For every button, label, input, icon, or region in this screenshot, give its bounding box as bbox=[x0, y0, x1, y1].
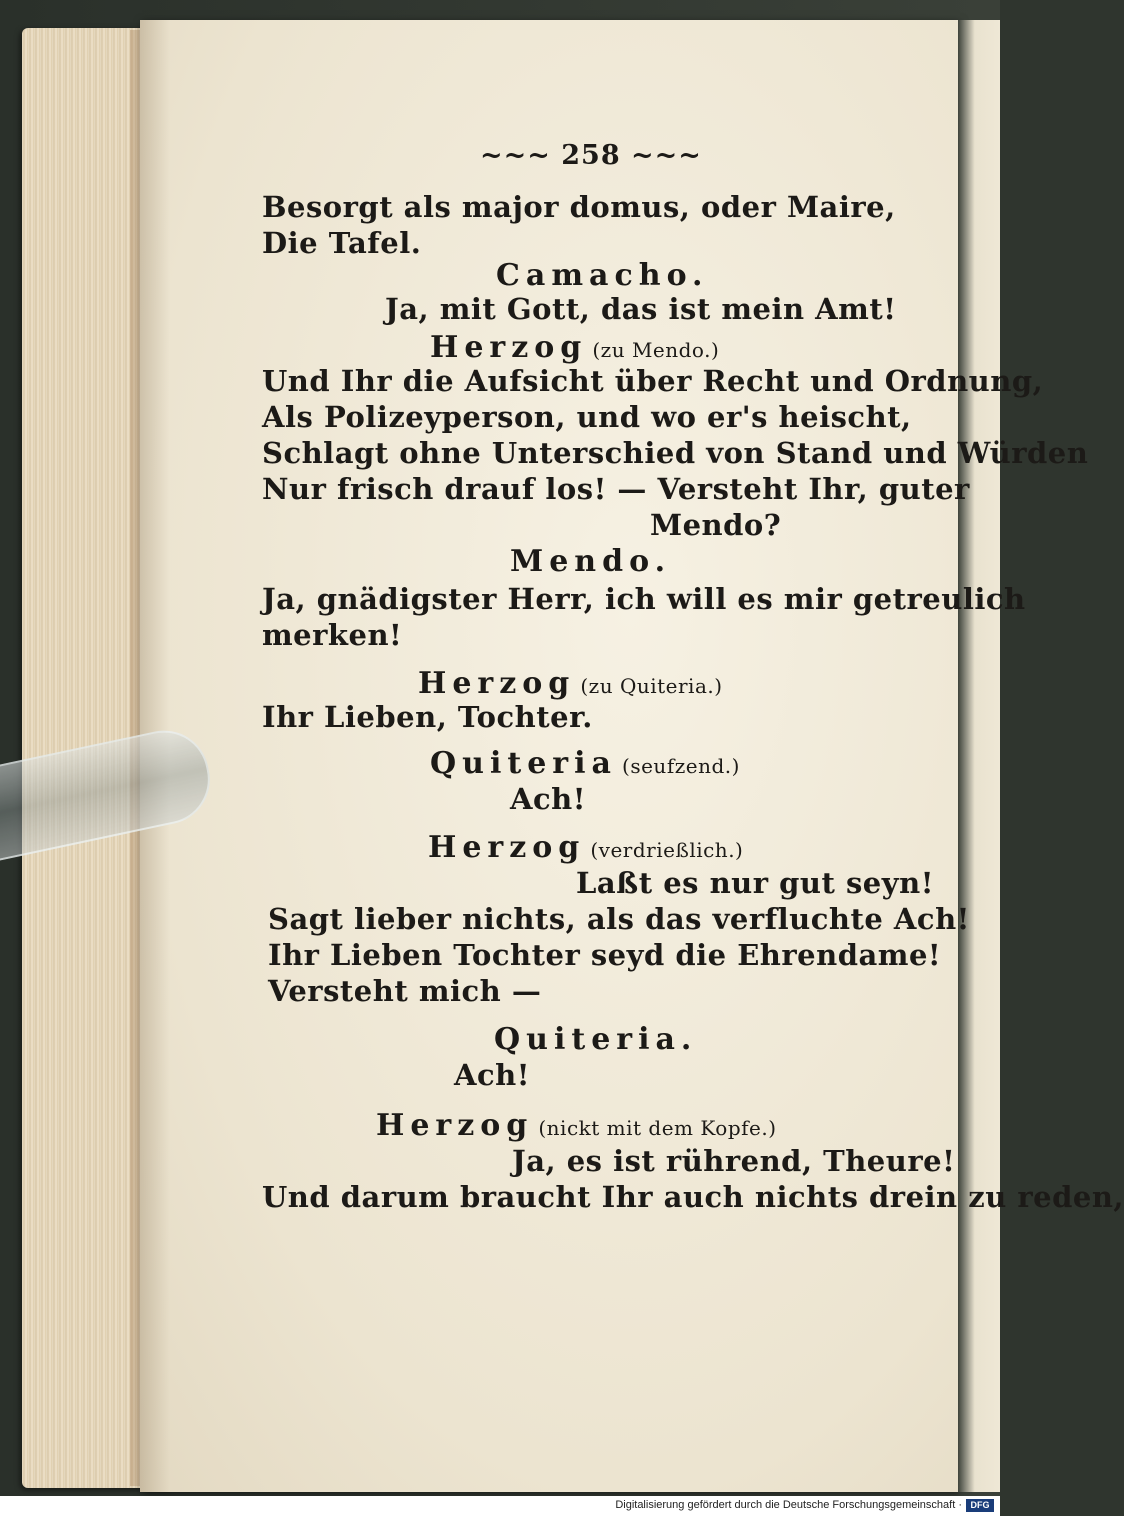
speaker-name: Camacho. bbox=[496, 258, 709, 293]
verse-line: Ja, gnädigster Herr, ich will es mir getreulich bbox=[262, 582, 1026, 616]
verse-line: Die Tafel. bbox=[262, 226, 422, 260]
verse-line: Und Ihr die Aufsicht über Recht und Ordnung, bbox=[262, 364, 1044, 398]
speaker-name: Quiteria bbox=[430, 746, 617, 781]
verse-line: Ja, es ist rührend, Theure! bbox=[512, 1144, 956, 1178]
verse-line: Versteht mich — bbox=[268, 974, 542, 1008]
verse-line: Und darum braucht Ihr auch nichts drein zu reden, bbox=[262, 1180, 1124, 1214]
verse-line: Laßt es nur gut seyn! bbox=[576, 866, 934, 900]
speaker-name: Quiteria. bbox=[494, 1022, 698, 1057]
verse-line: Ach! bbox=[510, 782, 586, 816]
stage-direction: (zu Mendo.) bbox=[592, 338, 720, 362]
speaker-name: Herzog bbox=[376, 1108, 534, 1143]
next-page-edge bbox=[958, 20, 1000, 1492]
verse-line: merken! bbox=[262, 618, 403, 652]
verse-line: Ihr Lieben Tochter seyd die Ehrendame! bbox=[268, 938, 942, 972]
speaker-heading bbox=[430, 330, 719, 365]
speaker-name: Mendo. bbox=[510, 544, 672, 579]
speaker-name: Herzog bbox=[418, 666, 576, 701]
speaker-heading bbox=[418, 666, 723, 701]
verse-line: Ach! bbox=[454, 1058, 530, 1092]
speaker-heading bbox=[376, 1108, 777, 1143]
stage-direction: (zu Quiteria.) bbox=[580, 674, 723, 698]
verse-line: Mendo? bbox=[650, 508, 782, 542]
speaker-name: Herzog bbox=[428, 830, 586, 865]
verse-line: Als Polizeyperson, und wo er's heischt, bbox=[262, 400, 912, 434]
verse-line: Nur frisch drauf los! — Versteht Ihr, guter bbox=[262, 472, 970, 506]
dfg-logo: DFG bbox=[966, 1499, 994, 1512]
verse-line: Besorgt als major domus, oder Maire, bbox=[262, 190, 896, 224]
verse-line: Ihr Lieben, Tochter. bbox=[262, 700, 593, 734]
stage-direction: (verdrießlich.) bbox=[590, 838, 744, 862]
page-number-header: ~~~ 258 ~~~ bbox=[480, 140, 702, 171]
speaker-heading bbox=[430, 746, 740, 781]
speaker-name: Herzog bbox=[430, 330, 588, 365]
stage-direction: (nickt mit dem Kopfe.) bbox=[538, 1116, 777, 1140]
speaker-heading bbox=[428, 830, 743, 865]
verse-line: Ja, mit Gott, das ist mein Amt! bbox=[385, 292, 897, 326]
verse-line: Sagt lieber nichts, als das verfluchte Ach! bbox=[268, 902, 970, 936]
funding-credit: Digitalisierung gefördert durch die Deutsche Forschungsgemeinschaft · bbox=[615, 1499, 962, 1511]
stage-direction: (seufzend.) bbox=[622, 754, 740, 778]
verse-line: Schlagt ohne Unterschied von Stand und Würden bbox=[262, 436, 1089, 470]
